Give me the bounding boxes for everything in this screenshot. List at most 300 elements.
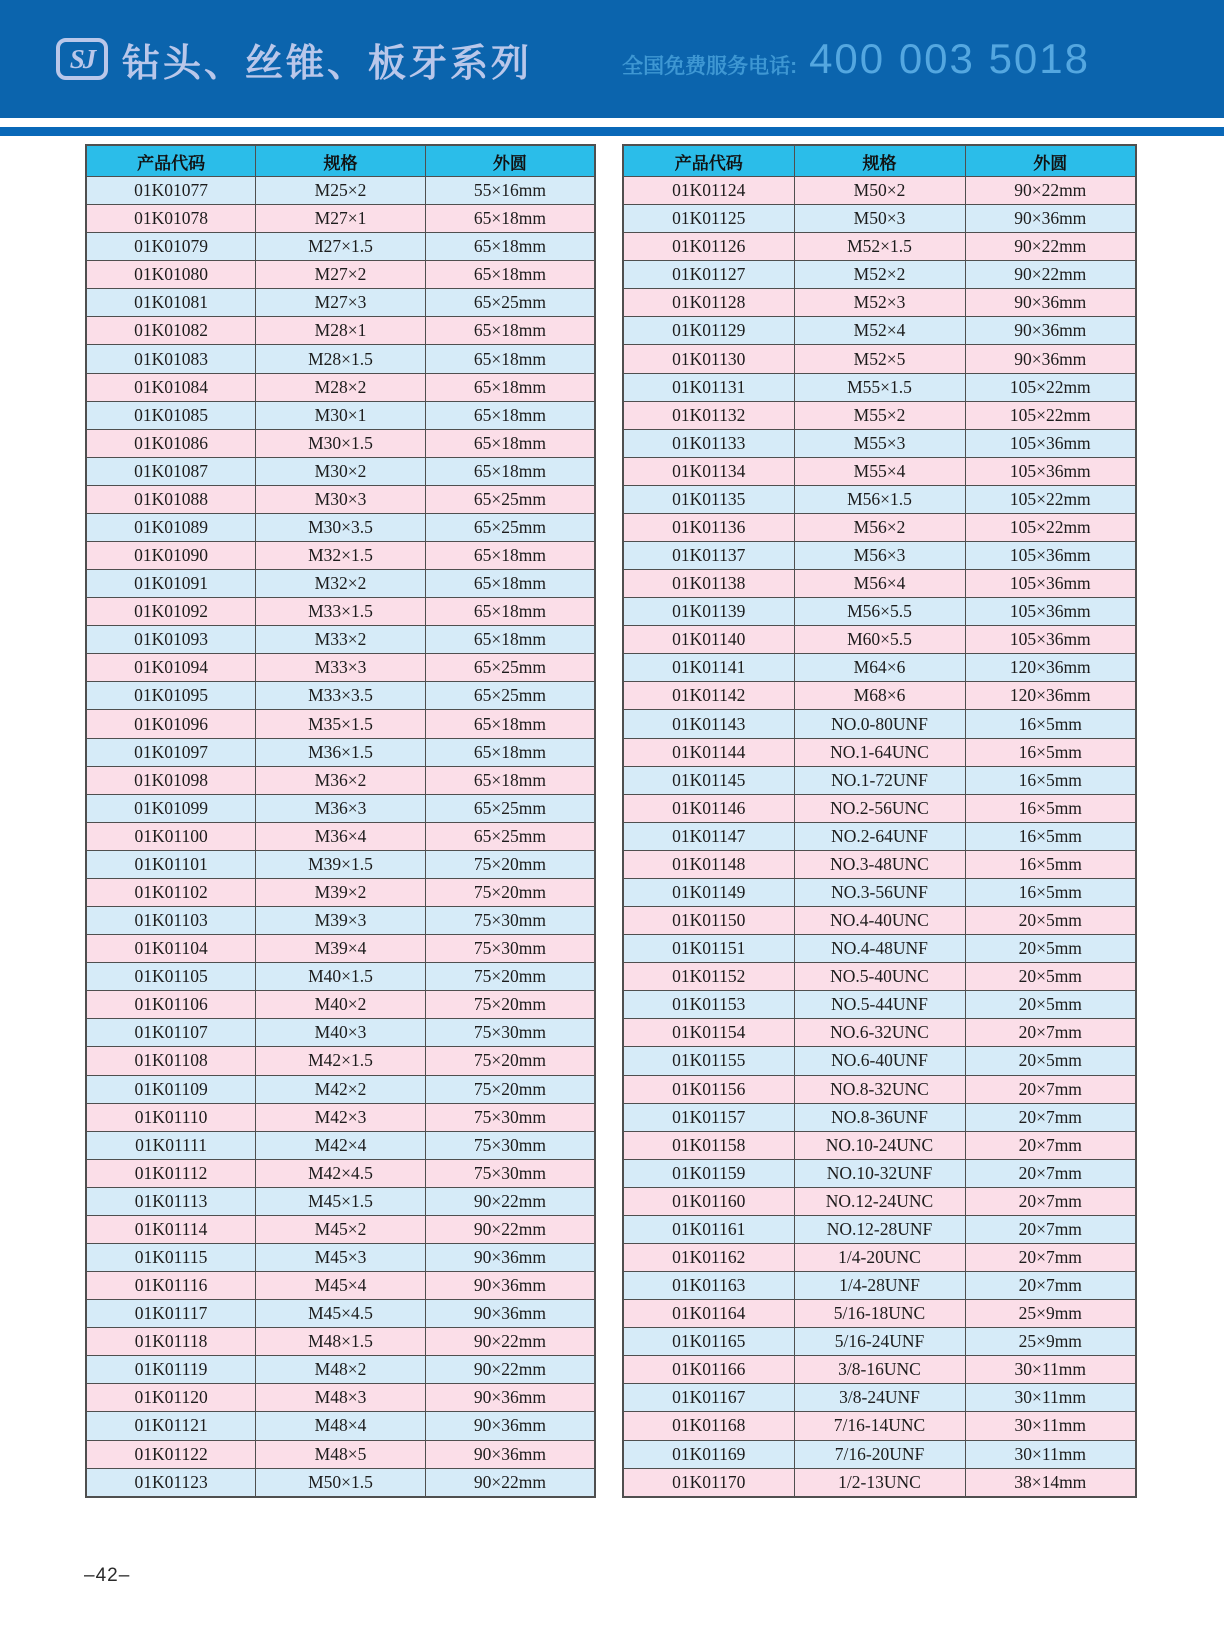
- table-row: [86, 177, 595, 205]
- spec-cell: M27×3: [256, 289, 426, 317]
- table-row: [623, 429, 1136, 457]
- table-row: [86, 485, 595, 513]
- table-row: [86, 542, 595, 570]
- product-code-cell: 01K01114: [86, 1215, 256, 1243]
- spec-cell: M56×5.5: [794, 598, 965, 626]
- outer-diameter-cell: 90×36mm: [425, 1272, 595, 1300]
- outer-diameter-cell: 65×18mm: [425, 373, 595, 401]
- outer-diameter-cell: 65×25mm: [425, 485, 595, 513]
- outer-diameter-cell: 90×22mm: [425, 1328, 595, 1356]
- outer-diameter-cell: 30×11mm: [965, 1356, 1136, 1384]
- product-code-cell: 01K01111: [86, 1131, 256, 1159]
- outer-diameter-cell: 65×18mm: [425, 205, 595, 233]
- page-title: 钻头、丝锥、板牙系列: [122, 42, 533, 85]
- table-row: [623, 1300, 1136, 1328]
- outer-diameter-cell: 120×36mm: [965, 682, 1136, 710]
- outer-diameter-cell: 65×18mm: [425, 261, 595, 289]
- outer-diameter-cell: 20×7mm: [965, 1187, 1136, 1215]
- outer-diameter-cell: 105×36mm: [965, 626, 1136, 654]
- spec-cell: M55×4: [794, 457, 965, 485]
- spec-cell: M48×2: [256, 1356, 426, 1384]
- spec-cell: 7/16-20UNF: [794, 1440, 965, 1468]
- outer-diameter-cell: 20×7mm: [965, 1243, 1136, 1271]
- table-row: [623, 289, 1136, 317]
- spec-cell: M60×5.5: [794, 626, 965, 654]
- table-row: [623, 1215, 1136, 1243]
- outer-diameter-cell: 65×18mm: [425, 738, 595, 766]
- spec-cell: NO.8-32UNC: [794, 1075, 965, 1103]
- spec-cell: M55×2: [794, 401, 965, 429]
- page-number: –42–: [84, 1565, 131, 1586]
- spec-cell: NO.3-48UNC: [794, 850, 965, 878]
- table-row: [623, 513, 1136, 541]
- table-row: [86, 1300, 595, 1328]
- table-row: [86, 1075, 595, 1103]
- hotline-label: 全国免费服务电话:: [622, 55, 798, 78]
- outer-diameter-cell: 75×20mm: [425, 1047, 595, 1075]
- outer-diameter-cell: 65×25mm: [425, 513, 595, 541]
- table-row: [86, 1243, 595, 1271]
- spec-cell: M35×1.5: [256, 710, 426, 738]
- table-row: [623, 345, 1136, 373]
- outer-diameter-cell: 90×22mm: [425, 1468, 595, 1497]
- table-row: [623, 654, 1136, 682]
- outer-diameter-cell: 30×11mm: [965, 1440, 1136, 1468]
- spec-cell: NO.2-56UNC: [794, 794, 965, 822]
- table-row: [86, 1412, 595, 1440]
- outer-diameter-cell: 65×25mm: [425, 682, 595, 710]
- table-row: [86, 289, 595, 317]
- product-code-cell: 01K01129: [623, 317, 794, 345]
- page-footer: [84, 1565, 130, 1587]
- table-row: [86, 1384, 595, 1412]
- product-code-cell: 01K01169: [623, 1440, 794, 1468]
- table-row: [623, 1047, 1136, 1075]
- outer-diameter-cell: 105×36mm: [965, 570, 1136, 598]
- outer-diameter-cell: 38×14mm: [965, 1468, 1136, 1497]
- spec-cell: M27×1.5: [256, 233, 426, 261]
- outer-diameter-cell: 20×5mm: [965, 1047, 1136, 1075]
- spec-cell: M33×3.5: [256, 682, 426, 710]
- outer-diameter-cell: 65×18mm: [425, 766, 595, 794]
- spec-cell: M56×3: [794, 542, 965, 570]
- table-row: [86, 598, 595, 626]
- table-row: [86, 1131, 595, 1159]
- outer-diameter-cell: 75×30mm: [425, 935, 595, 963]
- table-row: [623, 766, 1136, 794]
- product-code-cell: 01K01096: [86, 710, 256, 738]
- spec-cell: M32×2: [256, 570, 426, 598]
- table-row: [86, 1468, 595, 1497]
- spec-cell: NO.1-72UNF: [794, 766, 965, 794]
- spec-cell: M64×6: [794, 654, 965, 682]
- product-code-cell: 01K01148: [623, 850, 794, 878]
- table-row: [86, 345, 595, 373]
- product-code-cell: 01K01126: [623, 233, 794, 261]
- spec-cell: M27×2: [256, 261, 426, 289]
- table-row: [623, 233, 1136, 261]
- outer-diameter-cell: 75×30mm: [425, 1019, 595, 1047]
- table-row: [623, 1243, 1136, 1271]
- product-code-cell: 01K01125: [623, 205, 794, 233]
- table-row: [623, 878, 1136, 906]
- spec-cell: M42×4.5: [256, 1159, 426, 1187]
- table-row: [623, 935, 1136, 963]
- catalog-tables: [85, 144, 1137, 1498]
- spec-cell: M50×1.5: [256, 1468, 426, 1497]
- outer-diameter-cell: 90×36mm: [965, 317, 1136, 345]
- table-row: [623, 850, 1136, 878]
- product-code-cell: 01K01110: [86, 1103, 256, 1131]
- outer-diameter-cell: 75×20mm: [425, 1075, 595, 1103]
- outer-diameter-cell: 75×30mm: [425, 1103, 595, 1131]
- table-row: [623, 1328, 1136, 1356]
- spec-cell: M45×3: [256, 1243, 426, 1271]
- product-code-cell: 01K01158: [623, 1131, 794, 1159]
- table-row: [86, 822, 595, 850]
- product-code-cell: 01K01133: [623, 429, 794, 457]
- product-code-cell: 01K01143: [623, 710, 794, 738]
- brand: [56, 32, 532, 87]
- outer-diameter-cell: 90×22mm: [425, 1356, 595, 1384]
- outer-diameter-cell: 20×5mm: [965, 935, 1136, 963]
- spec-cell: M39×1.5: [256, 850, 426, 878]
- outer-diameter-cell: 65×18mm: [425, 626, 595, 654]
- product-code-cell: 01K01145: [623, 766, 794, 794]
- table-row: [623, 963, 1136, 991]
- spec-cell: M39×2: [256, 878, 426, 906]
- table-row: [623, 177, 1136, 205]
- product-code-cell: 01K01107: [86, 1019, 256, 1047]
- table-row: [623, 1159, 1136, 1187]
- product-code-cell: 01K01162: [623, 1243, 794, 1271]
- table-row: [623, 542, 1136, 570]
- spec-cell: 5/16-24UNF: [794, 1328, 965, 1356]
- outer-diameter-cell: 75×30mm: [425, 907, 595, 935]
- outer-diameter-cell: 75×20mm: [425, 878, 595, 906]
- spec-cell: NO.5-40UNC: [794, 963, 965, 991]
- outer-diameter-cell: 105×22mm: [965, 485, 1136, 513]
- product-code-cell: 01K01161: [623, 1215, 794, 1243]
- catalog-table-left: [85, 144, 596, 1498]
- product-code-cell: 01K01156: [623, 1075, 794, 1103]
- outer-diameter-cell: 16×5mm: [965, 766, 1136, 794]
- product-code-cell: 01K01128: [623, 289, 794, 317]
- outer-diameter-cell: 90×36mm: [965, 205, 1136, 233]
- outer-diameter-cell: 65×18mm: [425, 710, 595, 738]
- product-code-cell: 01K01138: [623, 570, 794, 598]
- product-code-cell: 01K01131: [623, 373, 794, 401]
- product-code-cell: 01K01136: [623, 513, 794, 541]
- spec-cell: NO.10-24UNC: [794, 1131, 965, 1159]
- outer-diameter-cell: 90×36mm: [425, 1384, 595, 1412]
- spec-cell: NO.2-64UNF: [794, 822, 965, 850]
- table-row: [623, 205, 1136, 233]
- spec-cell: M28×1.5: [256, 345, 426, 373]
- outer-diameter-cell: 65×18mm: [425, 233, 595, 261]
- product-code-cell: 01K01080: [86, 261, 256, 289]
- column-header: 外圆: [425, 145, 595, 177]
- spec-cell: M27×1: [256, 205, 426, 233]
- product-code-cell: 01K01163: [623, 1272, 794, 1300]
- spec-cell: M48×3: [256, 1384, 426, 1412]
- table-row: [623, 738, 1136, 766]
- product-code-cell: 01K01149: [623, 878, 794, 906]
- table-row: [623, 317, 1136, 345]
- spec-cell: M40×3: [256, 1019, 426, 1047]
- table-row: [86, 261, 595, 289]
- outer-diameter-cell: 75×30mm: [425, 1131, 595, 1159]
- outer-diameter-cell: 105×22mm: [965, 401, 1136, 429]
- product-code-cell: 01K01081: [86, 289, 256, 317]
- outer-diameter-cell: 65×25mm: [425, 794, 595, 822]
- spec-cell: NO.1-64UNC: [794, 738, 965, 766]
- spec-cell: M45×4: [256, 1272, 426, 1300]
- table-row: [86, 963, 595, 991]
- outer-diameter-cell: 75×20mm: [425, 991, 595, 1019]
- spec-cell: NO.8-36UNF: [794, 1103, 965, 1131]
- product-code-cell: 01K01132: [623, 401, 794, 429]
- spec-cell: NO.6-32UNC: [794, 1019, 965, 1047]
- spec-cell: M28×2: [256, 373, 426, 401]
- outer-diameter-cell: 20×7mm: [965, 1159, 1136, 1187]
- spec-cell: M42×1.5: [256, 1047, 426, 1075]
- product-code-cell: 01K01170: [623, 1468, 794, 1497]
- header-divider: [0, 127, 1224, 136]
- column-header: 产品代码: [86, 145, 256, 177]
- table-header-row: [86, 145, 595, 177]
- product-code-cell: 01K01155: [623, 1047, 794, 1075]
- table-row: [623, 485, 1136, 513]
- outer-diameter-cell: 16×5mm: [965, 822, 1136, 850]
- table-row: [623, 794, 1136, 822]
- product-code-cell: 01K01150: [623, 907, 794, 935]
- spec-cell: M40×1.5: [256, 963, 426, 991]
- spec-cell: M50×2: [794, 177, 965, 205]
- table-row: [86, 935, 595, 963]
- outer-diameter-cell: 16×5mm: [965, 710, 1136, 738]
- column-header: 外圆: [965, 145, 1136, 177]
- spec-cell: M56×2: [794, 513, 965, 541]
- outer-diameter-cell: 90×22mm: [965, 177, 1136, 205]
- product-code-cell: 01K01097: [86, 738, 256, 766]
- hotline-number: 400 003 5018: [809, 35, 1090, 82]
- outer-diameter-cell: 30×11mm: [965, 1412, 1136, 1440]
- outer-diameter-cell: 105×36mm: [965, 542, 1136, 570]
- product-code-cell: 01K01077: [86, 177, 256, 205]
- spec-cell: M48×5: [256, 1440, 426, 1468]
- product-code-cell: 01K01082: [86, 317, 256, 345]
- table-row: [86, 401, 595, 429]
- table-row: [86, 850, 595, 878]
- spec-cell: M33×1.5: [256, 598, 426, 626]
- table-row: [86, 1019, 595, 1047]
- outer-diameter-cell: 90×22mm: [965, 233, 1136, 261]
- product-code-cell: 01K01112: [86, 1159, 256, 1187]
- page-header: [0, 0, 1224, 118]
- table-row: [623, 626, 1136, 654]
- spec-cell: 1/4-28UNF: [794, 1272, 965, 1300]
- spec-cell: M45×1.5: [256, 1187, 426, 1215]
- product-code-cell: 01K01164: [623, 1300, 794, 1328]
- outer-diameter-cell: 105×22mm: [965, 373, 1136, 401]
- outer-diameter-cell: 20×7mm: [965, 1272, 1136, 1300]
- spec-cell: NO.5-44UNF: [794, 991, 965, 1019]
- outer-diameter-cell: 75×20mm: [425, 850, 595, 878]
- product-code-cell: 01K01116: [86, 1272, 256, 1300]
- spec-cell: NO.10-32UNF: [794, 1159, 965, 1187]
- product-code-cell: 01K01137: [623, 542, 794, 570]
- outer-diameter-cell: 65×25mm: [425, 822, 595, 850]
- table-row: [623, 598, 1136, 626]
- spec-cell: M36×2: [256, 766, 426, 794]
- spec-cell: M30×1.5: [256, 429, 426, 457]
- outer-diameter-cell: 75×30mm: [425, 1159, 595, 1187]
- table-row: [623, 1356, 1136, 1384]
- outer-diameter-cell: 105×36mm: [965, 457, 1136, 485]
- spec-cell: M28×1: [256, 317, 426, 345]
- product-code-cell: 01K01121: [86, 1412, 256, 1440]
- product-code-cell: 01K01154: [623, 1019, 794, 1047]
- product-code-cell: 01K01093: [86, 626, 256, 654]
- spec-cell: M48×1.5: [256, 1328, 426, 1356]
- outer-diameter-cell: 65×18mm: [425, 598, 595, 626]
- spec-cell: M39×4: [256, 935, 426, 963]
- product-code-cell: 01K01088: [86, 485, 256, 513]
- outer-diameter-cell: 30×11mm: [965, 1384, 1136, 1412]
- product-code-cell: 01K01142: [623, 682, 794, 710]
- spec-cell: 3/8-24UNF: [794, 1384, 965, 1412]
- hotline: [622, 35, 1090, 83]
- outer-diameter-cell: 25×9mm: [965, 1328, 1136, 1356]
- table-row: [86, 682, 595, 710]
- spec-cell: M25×2: [256, 177, 426, 205]
- table-row: [623, 822, 1136, 850]
- table-row: [623, 457, 1136, 485]
- table-row: [86, 1215, 595, 1243]
- table-row: [86, 766, 595, 794]
- table-row: [623, 1103, 1136, 1131]
- product-code-cell: 01K01087: [86, 457, 256, 485]
- table-row: [86, 1328, 595, 1356]
- outer-diameter-cell: 90×36mm: [425, 1300, 595, 1328]
- spec-cell: M32×1.5: [256, 542, 426, 570]
- table-row: [86, 1187, 595, 1215]
- outer-diameter-cell: 16×5mm: [965, 850, 1136, 878]
- spec-cell: M42×4: [256, 1131, 426, 1159]
- column-header: 产品代码: [623, 145, 794, 177]
- outer-diameter-cell: 90×22mm: [425, 1187, 595, 1215]
- table-row: [86, 513, 595, 541]
- spec-cell: NO.4-40UNC: [794, 907, 965, 935]
- outer-diameter-cell: 105×22mm: [965, 513, 1136, 541]
- spec-cell: M40×2: [256, 991, 426, 1019]
- product-code-cell: 01K01099: [86, 794, 256, 822]
- product-code-cell: 01K01140: [623, 626, 794, 654]
- outer-diameter-cell: 90×36mm: [425, 1412, 595, 1440]
- product-code-cell: 01K01101: [86, 850, 256, 878]
- outer-diameter-cell: 65×18mm: [425, 401, 595, 429]
- outer-diameter-cell: 65×18mm: [425, 457, 595, 485]
- product-code-cell: 01K01134: [623, 457, 794, 485]
- spec-cell: M52×5: [794, 345, 965, 373]
- table-row: [623, 682, 1136, 710]
- outer-diameter-cell: 25×9mm: [965, 1300, 1136, 1328]
- outer-diameter-cell: 120×36mm: [965, 654, 1136, 682]
- spec-cell: M48×4: [256, 1412, 426, 1440]
- outer-diameter-cell: 16×5mm: [965, 738, 1136, 766]
- outer-diameter-cell: 55×16mm: [425, 177, 595, 205]
- product-code-cell: 01K01100: [86, 822, 256, 850]
- spec-cell: M30×3: [256, 485, 426, 513]
- product-code-cell: 01K01147: [623, 822, 794, 850]
- outer-diameter-cell: 90×36mm: [425, 1243, 595, 1271]
- product-code-cell: 01K01123: [86, 1468, 256, 1497]
- product-code-cell: 01K01113: [86, 1187, 256, 1215]
- product-code-cell: 01K01117: [86, 1300, 256, 1328]
- spec-cell: M55×1.5: [794, 373, 965, 401]
- outer-diameter-cell: 20×7mm: [965, 1131, 1136, 1159]
- spec-cell: M30×2: [256, 457, 426, 485]
- table-row: [623, 1272, 1136, 1300]
- product-code-cell: 01K01103: [86, 907, 256, 935]
- brand-logo-icon: SJ: [56, 38, 108, 80]
- product-code-cell: 01K01079: [86, 233, 256, 261]
- spec-cell: M45×4.5: [256, 1300, 426, 1328]
- product-code-cell: 01K01157: [623, 1103, 794, 1131]
- product-code-cell: 01K01124: [623, 177, 794, 205]
- product-code-cell: 01K01165: [623, 1328, 794, 1356]
- table-row: [86, 1047, 595, 1075]
- table-row: [86, 1440, 595, 1468]
- product-code-cell: 01K01091: [86, 570, 256, 598]
- outer-diameter-cell: 20×7mm: [965, 1215, 1136, 1243]
- spec-cell: 1/4-20UNC: [794, 1243, 965, 1271]
- column-header: 规格: [256, 145, 426, 177]
- product-code-cell: 01K01086: [86, 429, 256, 457]
- outer-diameter-cell: 20×7mm: [965, 1103, 1136, 1131]
- table-row: [86, 457, 595, 485]
- product-code-cell: 01K01090: [86, 542, 256, 570]
- outer-diameter-cell: 65×25mm: [425, 289, 595, 317]
- spec-cell: M55×3: [794, 429, 965, 457]
- product-code-cell: 01K01108: [86, 1047, 256, 1075]
- product-code-cell: 01K01094: [86, 654, 256, 682]
- outer-diameter-cell: 90×36mm: [965, 289, 1136, 317]
- product-code-cell: 01K01144: [623, 738, 794, 766]
- spec-cell: M52×2: [794, 261, 965, 289]
- product-code-cell: 01K01106: [86, 991, 256, 1019]
- table-header-row: [623, 145, 1136, 177]
- table-row: [86, 626, 595, 654]
- spec-cell: M52×1.5: [794, 233, 965, 261]
- table-row: [86, 1272, 595, 1300]
- spec-cell: NO.3-56UNF: [794, 878, 965, 906]
- product-code-cell: 01K01083: [86, 345, 256, 373]
- product-code-cell: 01K01084: [86, 373, 256, 401]
- product-code-cell: 01K01105: [86, 963, 256, 991]
- product-code-cell: 01K01141: [623, 654, 794, 682]
- outer-diameter-cell: 90×22mm: [965, 261, 1136, 289]
- product-code-cell: 01K01109: [86, 1075, 256, 1103]
- table-row: [623, 710, 1136, 738]
- product-code-cell: 01K01078: [86, 205, 256, 233]
- table-row: [623, 1384, 1136, 1412]
- spec-cell: NO.6-40UNF: [794, 1047, 965, 1075]
- product-code-cell: 01K01160: [623, 1187, 794, 1215]
- outer-diameter-cell: 90×36mm: [425, 1440, 595, 1468]
- column-header: 规格: [794, 145, 965, 177]
